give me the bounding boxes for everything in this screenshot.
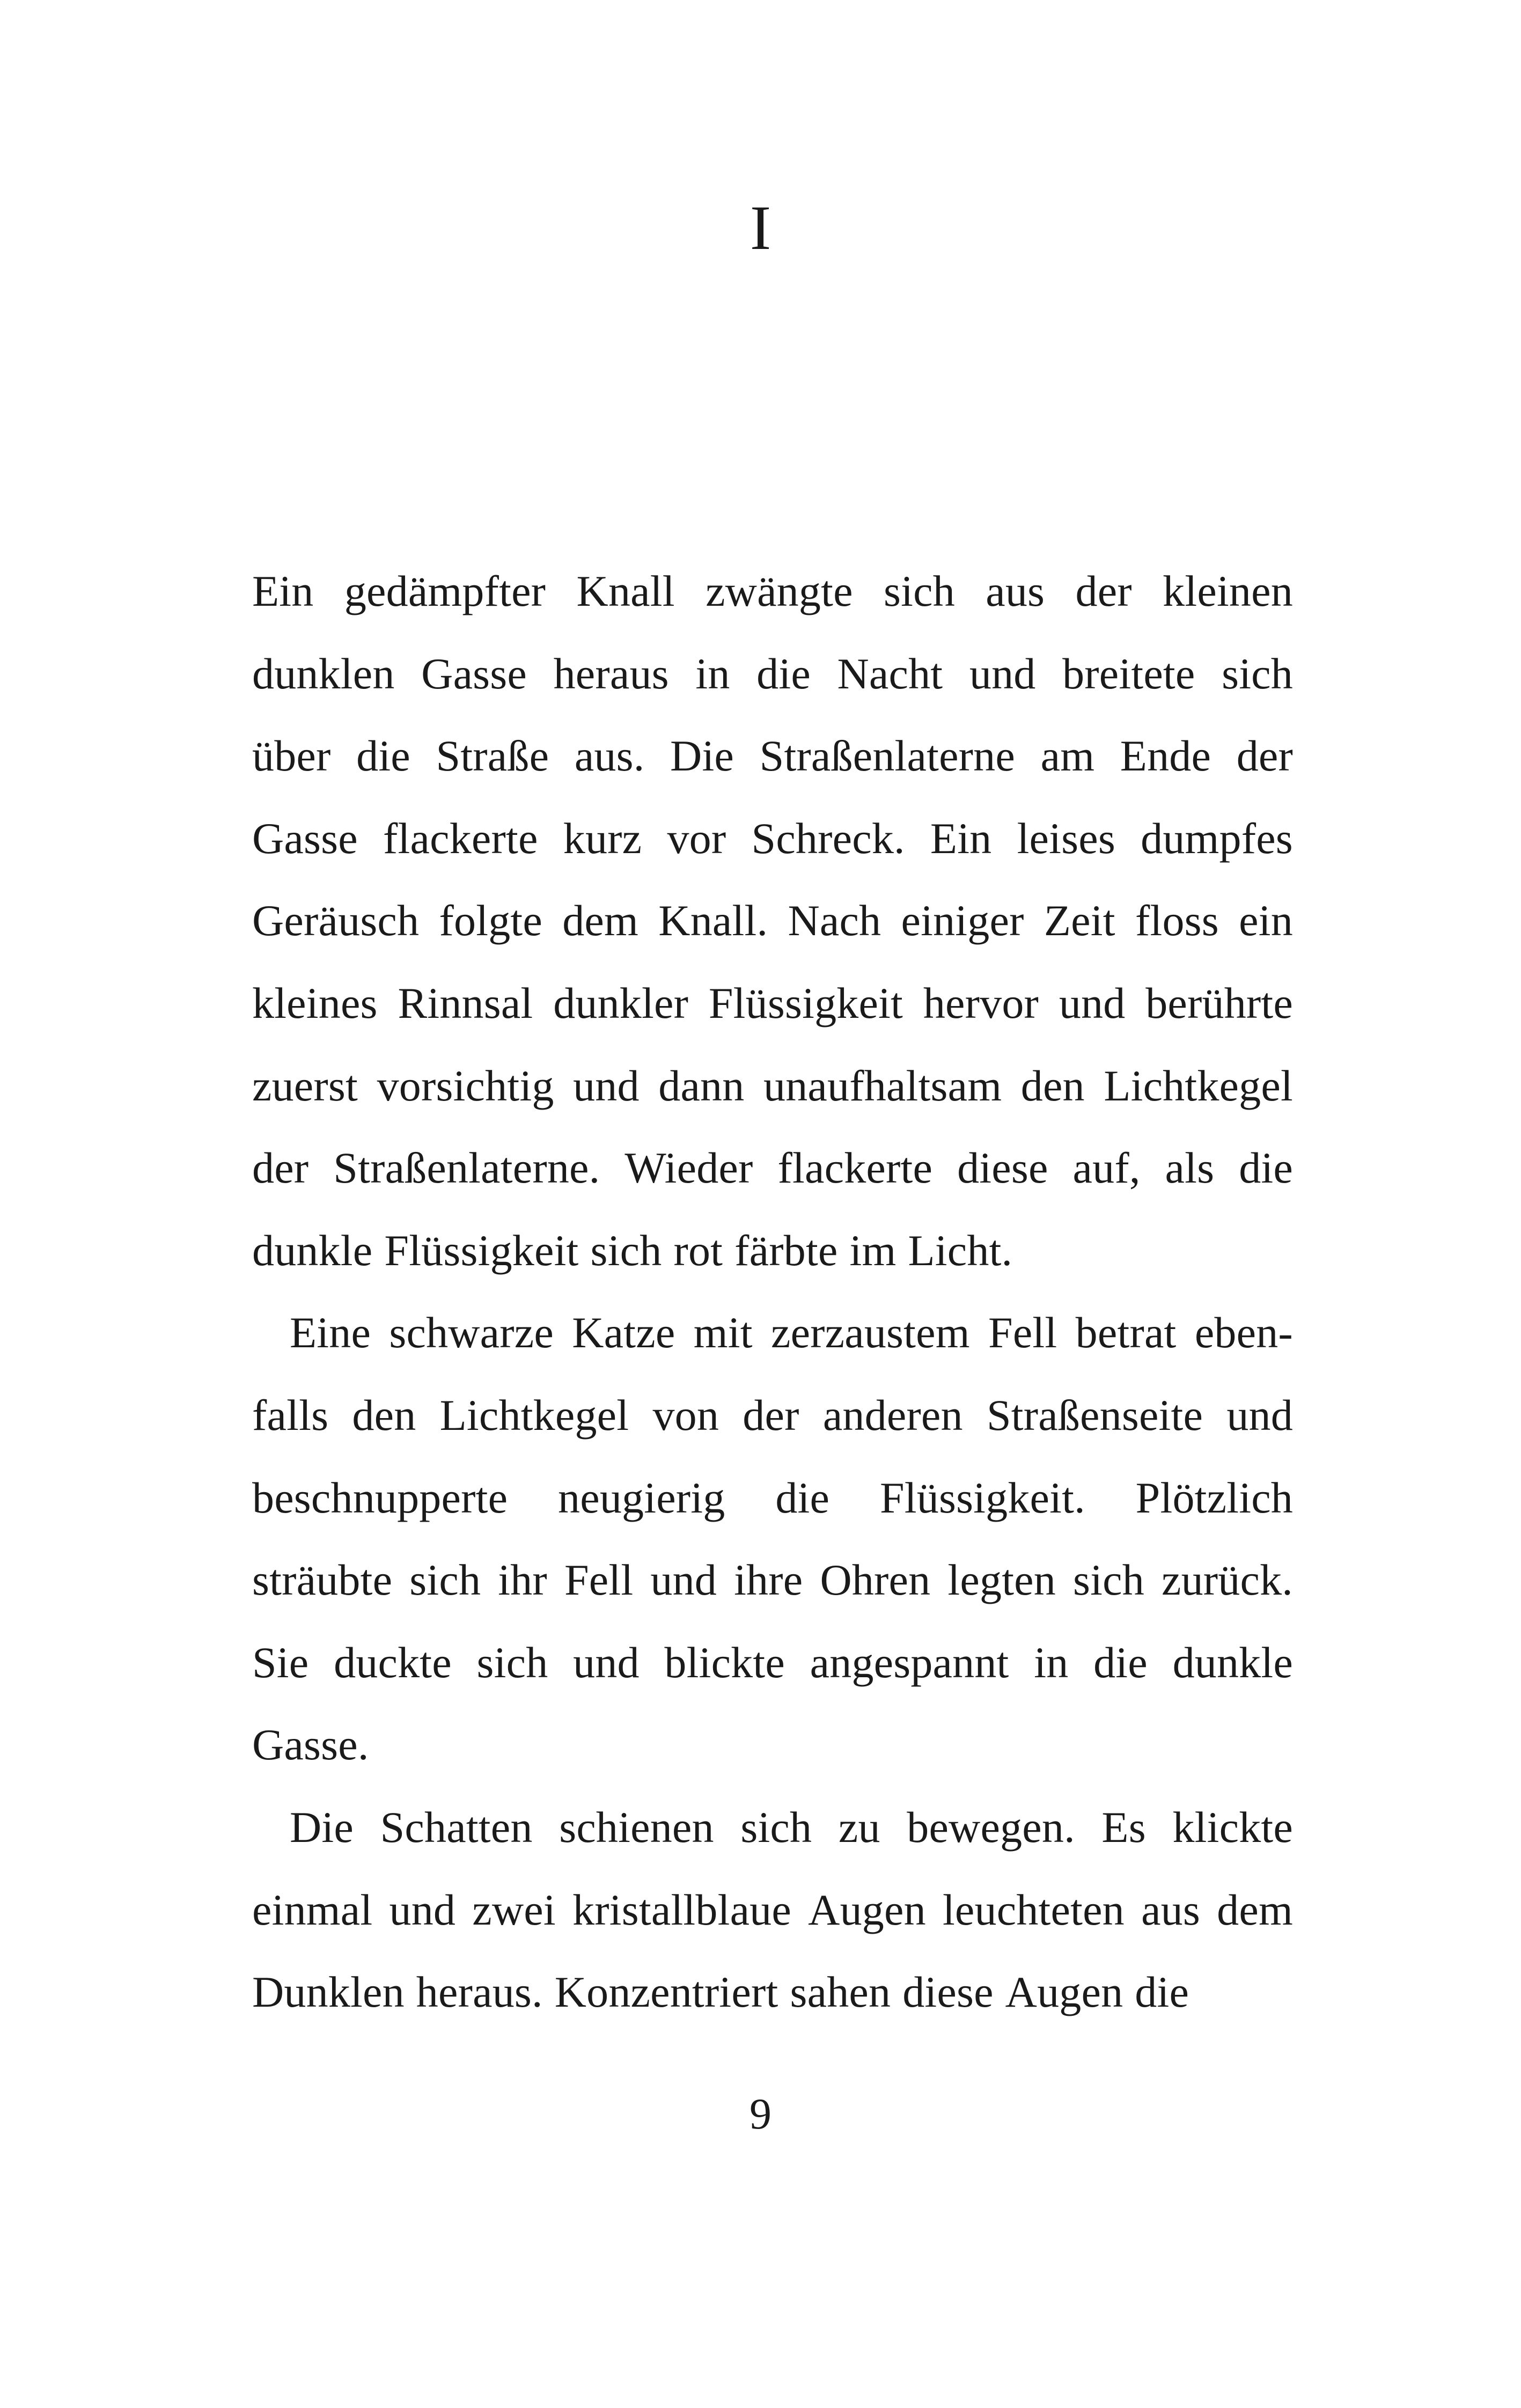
word: sich bbox=[409, 1555, 481, 1605]
word: Die bbox=[290, 1802, 354, 1852]
word: Fell bbox=[988, 1308, 1057, 1357]
text-line bbox=[252, 633, 1293, 715]
text-line bbox=[252, 1621, 1293, 1704]
word: auf, bbox=[1072, 1143, 1141, 1193]
word: die bbox=[356, 731, 410, 781]
word: dem bbox=[562, 896, 639, 945]
word: dunkle bbox=[1172, 1638, 1293, 1687]
word: in bbox=[1034, 1638, 1069, 1687]
word: Ende bbox=[1120, 731, 1211, 781]
word: eben- bbox=[1194, 1308, 1293, 1357]
word: Katze bbox=[572, 1308, 675, 1357]
word: legten bbox=[947, 1555, 1056, 1605]
word: sich bbox=[590, 1225, 662, 1275]
word: sich bbox=[740, 1802, 812, 1852]
word: heraus bbox=[553, 649, 669, 698]
word: unaufhaltsam bbox=[763, 1061, 1002, 1110]
word: Es bbox=[1101, 1802, 1146, 1852]
word: einmal bbox=[252, 1885, 373, 1934]
word: Die bbox=[670, 731, 734, 781]
word: sich bbox=[884, 567, 955, 615]
word: und bbox=[969, 649, 1036, 698]
text-line bbox=[252, 962, 1293, 1045]
word: bewegen. bbox=[907, 1802, 1075, 1852]
word: Lichtkegel bbox=[439, 1390, 629, 1440]
word: dunkler bbox=[553, 978, 689, 1027]
word: aus bbox=[1141, 1885, 1200, 1934]
word: gedämpfter bbox=[344, 567, 546, 615]
word: Zeit bbox=[1044, 896, 1115, 945]
word: rot bbox=[673, 1225, 723, 1275]
word: Schreck. bbox=[751, 813, 905, 863]
word: diese bbox=[957, 1143, 1048, 1193]
word: Augen bbox=[808, 1885, 926, 1934]
word: am bbox=[1040, 731, 1095, 781]
word: und bbox=[650, 1555, 717, 1605]
word: breitete bbox=[1062, 649, 1195, 698]
text-line bbox=[252, 879, 1293, 962]
chapter-body-text bbox=[252, 550, 1293, 2033]
word: sahen bbox=[790, 1967, 891, 2017]
word: zuerst bbox=[252, 1061, 358, 1110]
word: der bbox=[1075, 567, 1132, 615]
word: zu bbox=[838, 1802, 880, 1852]
text-line bbox=[252, 1457, 1293, 1539]
word: die bbox=[1239, 1143, 1293, 1193]
text-line bbox=[252, 1786, 1293, 1869]
text-line bbox=[252, 1951, 1293, 2033]
word: und bbox=[573, 1638, 640, 1687]
word: der bbox=[743, 1390, 799, 1440]
word: Wieder bbox=[624, 1143, 753, 1193]
word: flackerte bbox=[777, 1143, 933, 1193]
word: Lichtkegel bbox=[1104, 1061, 1293, 1110]
word: sich bbox=[1222, 649, 1293, 698]
word: aus bbox=[986, 567, 1045, 615]
word: dunklen bbox=[252, 649, 395, 698]
word: Dunklen bbox=[252, 1967, 405, 2017]
word: kurz bbox=[563, 813, 642, 863]
word: färbte bbox=[734, 1225, 838, 1275]
text-line bbox=[252, 715, 1293, 797]
word: Schatten bbox=[380, 1802, 533, 1852]
word: im bbox=[849, 1225, 897, 1275]
word: flackerte bbox=[383, 813, 538, 863]
word: dem bbox=[1217, 1885, 1293, 1934]
word: Straßenlaterne bbox=[759, 731, 1015, 781]
word: Flüssigkeit bbox=[384, 1225, 579, 1275]
word: hervor bbox=[923, 978, 1039, 1027]
text-line bbox=[252, 1374, 1293, 1457]
word: der bbox=[1236, 731, 1293, 781]
word: berührte bbox=[1145, 978, 1293, 1027]
word: blickte bbox=[664, 1638, 785, 1687]
word: anderen bbox=[822, 1390, 963, 1440]
word: dann bbox=[658, 1061, 745, 1110]
word: Eine bbox=[290, 1308, 371, 1357]
word: Sie bbox=[252, 1638, 309, 1687]
word: zwängte bbox=[706, 567, 853, 615]
word: den bbox=[1020, 1061, 1085, 1110]
word: die bbox=[1135, 1967, 1189, 2017]
word: ihre bbox=[734, 1555, 803, 1605]
word: neugierig bbox=[558, 1473, 725, 1522]
word: schwarze bbox=[389, 1308, 554, 1357]
word: Ohren bbox=[820, 1555, 931, 1605]
word: und bbox=[1059, 978, 1126, 1027]
word: und bbox=[573, 1061, 640, 1110]
word: folgte bbox=[439, 896, 542, 945]
word: heraus. bbox=[416, 1967, 543, 2017]
word: zurück. bbox=[1162, 1555, 1293, 1605]
word: floss bbox=[1135, 896, 1219, 945]
text-line bbox=[252, 1291, 1293, 1374]
word: beschnupperte bbox=[252, 1473, 508, 1522]
word: klickte bbox=[1172, 1802, 1293, 1852]
text-line bbox=[252, 1704, 1293, 1786]
word: der bbox=[252, 1143, 309, 1193]
word: kristallblaue bbox=[572, 1885, 791, 1934]
word: schienen bbox=[559, 1802, 714, 1852]
word: als bbox=[1165, 1143, 1215, 1193]
word: Nach bbox=[788, 896, 881, 945]
word: Nacht bbox=[837, 649, 943, 698]
text-line bbox=[252, 1209, 1293, 1292]
word: zerzaustem bbox=[770, 1308, 970, 1357]
word: Straßenseite bbox=[986, 1390, 1203, 1440]
word: Gasse bbox=[421, 649, 527, 698]
word: die bbox=[756, 649, 811, 698]
text-line bbox=[252, 1045, 1293, 1127]
chapter-number: I bbox=[750, 193, 771, 263]
word: und bbox=[1226, 1390, 1293, 1440]
word: Knall. bbox=[658, 896, 768, 945]
word: in bbox=[695, 649, 730, 698]
word: Plötzlich bbox=[1135, 1473, 1293, 1522]
word: Konzentriert bbox=[554, 1967, 778, 2017]
word: ein bbox=[1239, 896, 1293, 945]
word: mit bbox=[693, 1308, 753, 1357]
word: diese bbox=[902, 1967, 994, 2017]
word: die bbox=[775, 1473, 830, 1522]
word: sich bbox=[476, 1638, 548, 1687]
word: sich bbox=[1073, 1555, 1144, 1605]
word: Fell bbox=[564, 1555, 634, 1605]
text-line bbox=[252, 1539, 1293, 1621]
text-line bbox=[252, 1127, 1293, 1209]
word: Knall bbox=[576, 567, 675, 615]
text-line bbox=[252, 1869, 1293, 1951]
word: angespannt bbox=[810, 1638, 1009, 1687]
word: ihr bbox=[498, 1555, 547, 1605]
word: sträubte bbox=[252, 1555, 393, 1605]
word: Ein bbox=[930, 813, 992, 863]
word: von bbox=[652, 1390, 719, 1440]
word: die bbox=[1093, 1638, 1148, 1687]
word: kleines bbox=[252, 978, 378, 1027]
word: falls bbox=[252, 1390, 329, 1440]
word: Rinnsal bbox=[398, 978, 533, 1027]
word: Straße bbox=[436, 731, 549, 781]
word: Geräusch bbox=[252, 896, 420, 945]
word: dunkle bbox=[252, 1225, 373, 1275]
word: und bbox=[389, 1885, 456, 1934]
word: vorsichtig bbox=[377, 1061, 554, 1110]
text-line bbox=[252, 550, 1293, 633]
word: Licht. bbox=[908, 1225, 1013, 1275]
word: Flüssigkeit. bbox=[879, 1473, 1085, 1522]
word: Straßenlaterne. bbox=[333, 1143, 600, 1193]
text-line bbox=[252, 797, 1293, 880]
word: Gasse. bbox=[252, 1720, 369, 1770]
word: über bbox=[252, 731, 331, 781]
word: kleinen bbox=[1163, 567, 1293, 615]
word: aus. bbox=[574, 731, 645, 781]
word: leises bbox=[1017, 813, 1115, 863]
word: Flüssigkeit bbox=[708, 978, 903, 1027]
word: den bbox=[352, 1390, 416, 1440]
word: zwei bbox=[472, 1885, 556, 1934]
word: leuchteten bbox=[942, 1885, 1125, 1934]
word: duckte bbox=[334, 1638, 452, 1687]
page-number: 9 bbox=[750, 2089, 771, 2138]
word: betrat bbox=[1075, 1308, 1177, 1357]
word: einiger bbox=[901, 896, 1024, 945]
word: Ein bbox=[252, 567, 314, 615]
word: Gasse bbox=[252, 813, 358, 863]
word: dumpfes bbox=[1141, 813, 1293, 863]
word: vor bbox=[667, 813, 726, 863]
word: Augen bbox=[1005, 1967, 1123, 2017]
